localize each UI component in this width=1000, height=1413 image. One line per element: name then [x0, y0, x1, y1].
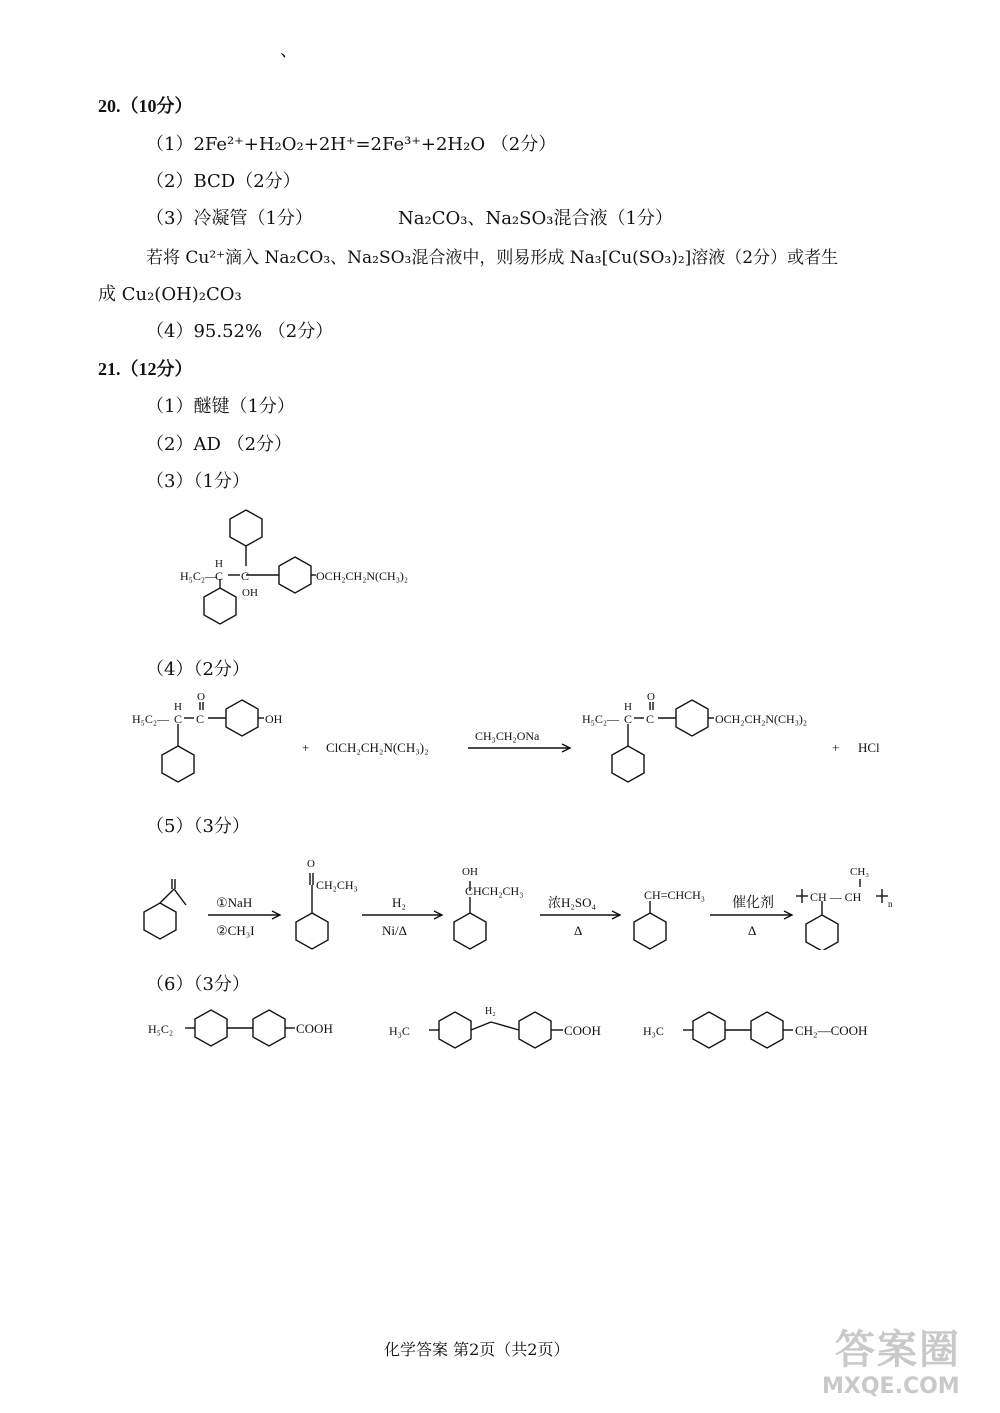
q21-part1: （1）醚键（1分）	[146, 396, 295, 417]
s4-plus2: +	[832, 740, 840, 755]
s4-plus1: +	[302, 740, 310, 755]
s4-pc2: C	[646, 712, 655, 726]
s4-h: H	[174, 701, 182, 713]
r-ring-bottom	[162, 746, 194, 782]
q21-part5: （5）（3分）	[146, 816, 250, 837]
s3-right-group: OCH₂CH₂N(CH₃)₂	[316, 569, 409, 583]
benzene-ring-right	[279, 557, 311, 593]
q20-part3-b: Na₂CO₃、Na₂SO₃混合液（1分）	[398, 208, 673, 229]
q20-part2: （2）BCD（2分）	[146, 171, 301, 192]
q20-part3-d: 成 Cu₂(OH)₂CO₃	[98, 284, 242, 305]
page-footer: 化学答案 第2页（共2页）	[384, 1340, 570, 1359]
question-20-title: 20.（10分）	[98, 96, 193, 116]
p-ring-bottom	[612, 746, 644, 782]
s5-step4-bottom: Δ	[748, 923, 757, 938]
scan-mark: 、	[280, 40, 298, 61]
s4-c: C	[174, 712, 183, 726]
p-ring-right	[676, 700, 708, 736]
s6-a-right: COOH	[296, 1021, 333, 1036]
s4-po: O	[647, 691, 655, 703]
q20-part3-c: 若将 Cu²⁺滴入 Na₂CO₃、Na₂SO₃混合液中，则易形成 Na₃[Cu(SO₃)₂]溶液（2分）或者生	[146, 248, 839, 268]
s3-left-group: H₅C₂—	[180, 569, 218, 583]
synthesis-route-q21-5	[130, 845, 900, 950]
q20-part3-a: （3）冷凝管（1分）	[146, 208, 313, 229]
s4-o: O	[197, 691, 205, 703]
s3-c2: C	[241, 569, 250, 583]
structure-q21-3	[170, 500, 450, 640]
s4-condition: CH₃CH₂ONa	[475, 729, 540, 743]
s6-a-left: H₅C₂	[148, 1022, 174, 1036]
s5-step1-top: ①NaH	[216, 895, 253, 910]
q21-part6: （6）（3分）	[146, 974, 250, 995]
s5-step2-bottom: Ni/Δ	[382, 923, 407, 938]
watermark-logo: 答案圈	[835, 1327, 961, 1373]
r-ring-right	[226, 700, 258, 736]
s5-step2-top: H₂	[392, 895, 406, 910]
s3-oh: OH	[242, 587, 258, 599]
q21-part4: （4）（2分）	[146, 659, 250, 680]
s3-h: H	[215, 558, 223, 570]
s5-polymer: CH — CH	[810, 890, 862, 904]
s6-c-left: H₃C	[643, 1024, 664, 1038]
s4-left: H₅C₂—	[132, 712, 170, 726]
s6-b-right: COOH	[564, 1023, 601, 1038]
s4-ph: H	[624, 701, 632, 713]
reaction-q21-4	[130, 688, 910, 788]
s5-polymer-n: n	[888, 899, 893, 909]
s4-product-left: H₅C₂—	[582, 712, 620, 726]
benzene-ring-top	[230, 510, 262, 546]
s4-product-right: OCH₂CH₂N(CH₃)₂	[715, 712, 808, 726]
s4-oh: OH	[265, 712, 283, 726]
s5-int3: CH=CHCH₃	[644, 888, 705, 902]
s5-int2-oh: OH	[462, 866, 478, 878]
s5-step4-top: 催化剂	[732, 896, 774, 911]
s5-step1-bottom: ②CH₃I	[216, 923, 255, 938]
s5-int2: CHCH₂CH₃	[465, 884, 524, 898]
s4-pc: C	[624, 712, 633, 726]
s3-c1: C	[215, 569, 224, 583]
s5-step3-top: 浓H₂SO₄	[548, 895, 597, 910]
s4-reagent: ClCH₂CH₂N(CH₃)₂	[326, 740, 429, 755]
benzene-ring-bottom	[204, 588, 236, 624]
isomers-q21-6	[145, 1000, 895, 1060]
q20-part4: （4）95.52% （2分）	[146, 321, 334, 342]
s6-b-left: H₃C	[389, 1024, 410, 1038]
question-21-title: 21.（12分）	[98, 359, 193, 379]
s5-int1-o: O	[307, 858, 315, 870]
s5-polymer-ch3: CH₃	[850, 866, 870, 878]
watermark-domain: MXQE.COM	[822, 1374, 960, 1399]
s5-step3-bottom: Δ	[574, 923, 583, 938]
q20-part1: （1）2Fe²⁺+H₂O₂+2H⁺=2Fe³⁺+2H₂O （2分）	[146, 134, 557, 155]
s4-c2: C	[196, 712, 205, 726]
s5-int1: CH₂CH₃	[316, 878, 358, 892]
s4-byproduct: HCl	[858, 740, 880, 755]
s6-c-right: CH₂—COOH	[795, 1023, 868, 1038]
s6-b-mid: H₂	[485, 1006, 496, 1017]
q21-part2: （2）AD （2分）	[146, 434, 293, 455]
q21-part3: （3）（1分）	[146, 471, 250, 492]
